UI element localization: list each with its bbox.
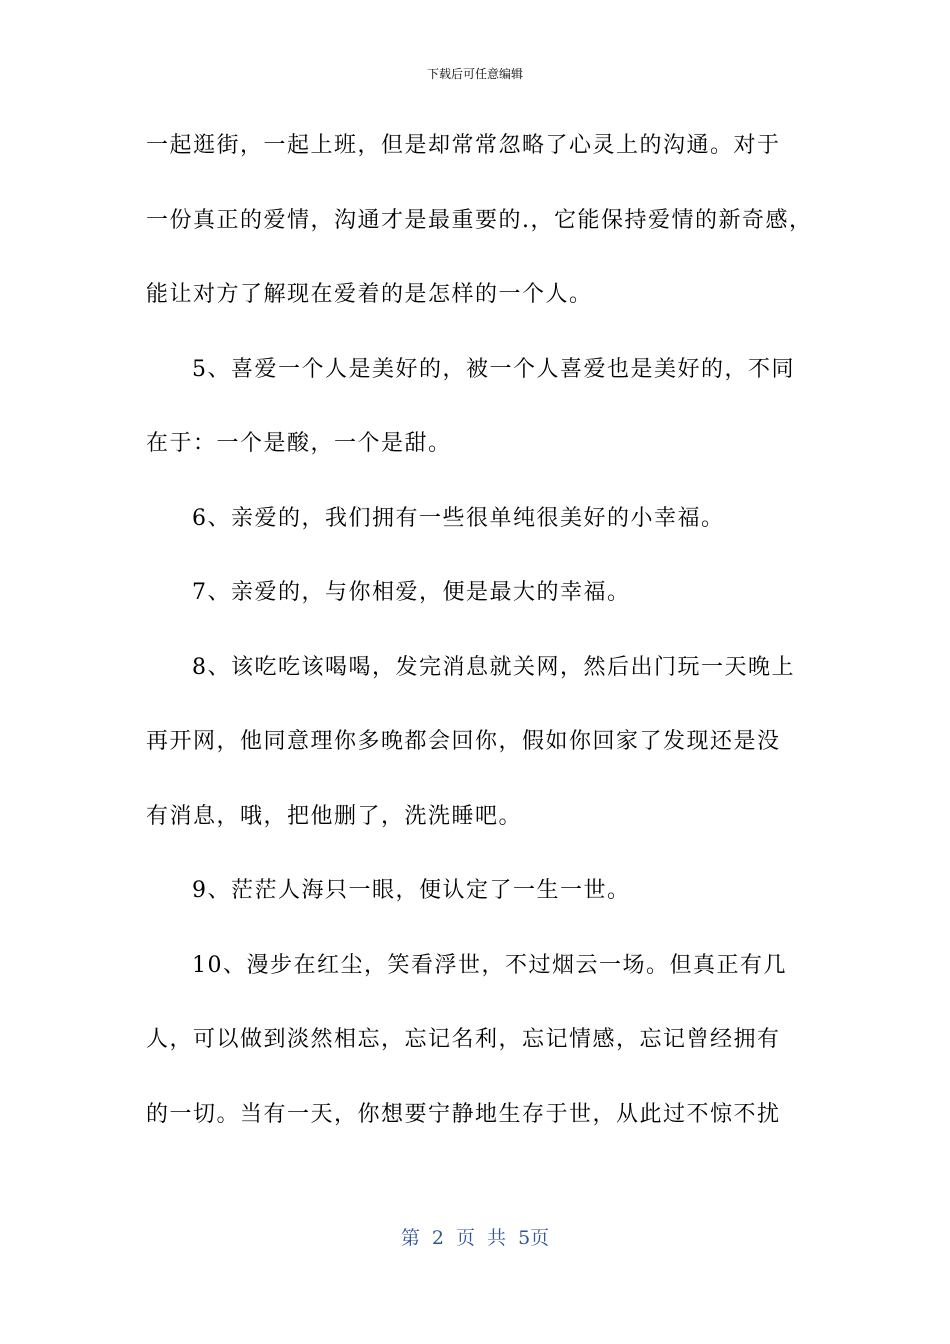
text-line: 人，可以做到淡然相忘，忘记名利，忘记情感，忘记曾经拥有 bbox=[146, 1027, 781, 1052]
text-line: 一份真正的爱情，沟通才是最重要的.，它能保持爱情的新奇感， bbox=[146, 207, 813, 233]
text-line: 5、喜爱一个人是美好的，被一个人喜爱也是美好的，不同 bbox=[192, 356, 795, 382]
text-line: 在于：一个是酸，一个是甜。 bbox=[146, 431, 452, 456]
text-line: 8、该吃吃该喝喝，发完消息就关网，然后出门玩一天晚上 bbox=[192, 654, 795, 680]
page-header: 下载后可任意编辑 bbox=[426, 67, 523, 81]
text-line: 一起逛街，一起上班，但是却常常忽略了心灵上的沟通。对于 bbox=[146, 133, 781, 158]
text-line: 的一切。当有一天，你想要宁静地生存于世，从此过不惊不扰 bbox=[146, 1101, 781, 1127]
document-body bbox=[146, 126, 826, 1169]
text-line: 10、漫步在红尘，笑看浮世，不过烟云一场。但真正有几 bbox=[192, 952, 787, 978]
text-line: 9、茫茫人海只一眼，便认定了一生一世。 bbox=[192, 878, 631, 903]
text-line: 7、亲爱的，与你相爱，便是最大的幸福。 bbox=[192, 580, 631, 605]
text-line: 有消息，哦，把他删了，洗洗睡吧。 bbox=[146, 803, 523, 829]
text-line: 再开网，他同意理你多晚都会回你，假如你回家了发现还是没 bbox=[146, 729, 781, 754]
text-line: 能让对方了解现在爱着的是怎样的一个人。 bbox=[146, 282, 593, 307]
page-number-footer: 第 2 页 共 5页 bbox=[400, 1227, 550, 1249]
text-line: 6、亲爱的，我们拥有一些很单纯很美好的小幸福。 bbox=[192, 505, 725, 531]
